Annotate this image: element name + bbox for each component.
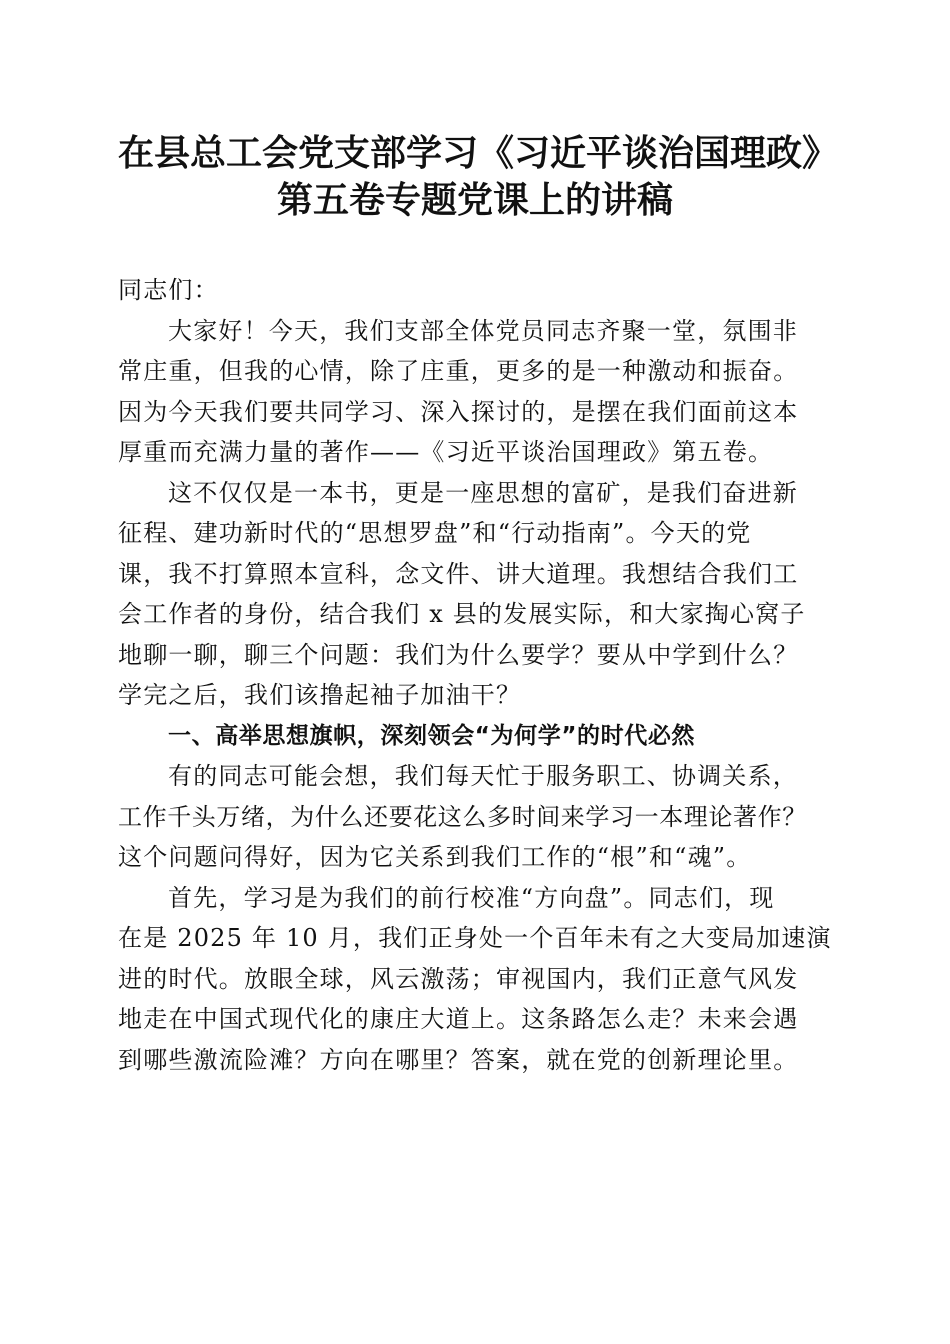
paragraph-1 <box>118 311 832 473</box>
paragraph-4-line: 进的时代。放眼全球，风云激荡；审视国内，我们正意气风发 <box>118 964 799 993</box>
document-body <box>118 270 832 1080</box>
paragraph-2-line: 这不仅仅是一本书，更是一座思想的富矿，是我们奋进新 <box>168 478 798 507</box>
document-page <box>118 130 839 1080</box>
paragraph-1-line: 因为今天我们要共同学习、深入探讨的，是摆在我们面前这本 <box>118 397 799 426</box>
paragraph-2-line: 地聊一聊，聊三个问题：我们为什么要学？要从中学到什么？ <box>118 640 799 669</box>
paragraph-2-line: 征程、建功新时代的“思想罗盘”和“行动指南”。今天的党 <box>118 519 752 547</box>
paragraph-3 <box>118 756 832 878</box>
paragraph-3-line: 有的同志可能会想，我们每天忙于服务职工、协调关系， <box>168 762 798 790</box>
paragraph-2-line: 会工作者的身份，结合我们 x 县的发展实际，和大家掏心窝子 <box>118 600 806 628</box>
section-heading-1: 一、高举思想旗帜，深刻领会“为何学”的时代必然 <box>168 722 696 749</box>
paragraph-4-line: 到哪些激流险滩？方向在哪里？答案，就在党的创新理论里。 <box>118 1045 799 1074</box>
paragraph-4-line: 地走在中国式现代化的康庄大道上。这条路怎么走？未来会遇 <box>118 1005 799 1033</box>
paragraph-1-line: 厚重而充满力量的著作——《习近平谈治国理政》第五卷。 <box>118 438 774 466</box>
salutation: 同志们： <box>118 276 219 304</box>
paragraph-4-line: 首先，学习是为我们的前行校准“方向盘”。同志们，现 <box>168 883 775 912</box>
paragraph-2-line: 学完之后，我们该撸起袖子加油干？ <box>118 681 522 709</box>
document-title <box>118 130 839 224</box>
paragraph-3-line: 这个问题问得好，因为它关系到我们工作的“根”和“魂”。 <box>118 843 752 871</box>
paragraph-4-line: 在是 2025 年 10 月，我们正身处一个百年未有之大变局加速演 <box>118 924 832 952</box>
paragraph-4 <box>118 878 832 1081</box>
paragraph-1-line: 大家好！今天，我们支部全体党员同志齐聚一堂，氛围非 <box>168 316 798 345</box>
title-line-1: 在县总工会党支部学习《习近平谈治国理政》 <box>118 132 839 174</box>
title-line-2: 第五卷专题党课上的讲稿 <box>276 179 673 221</box>
paragraph-2-line: 课，我不打算照本宣科，念文件、讲大道理。我想结合我们工 <box>118 559 799 588</box>
paragraph-1-line: 常庄重，但我的心情，除了庄重，更多的是一种激动和振奋。 <box>118 357 799 385</box>
paragraph-2 <box>118 473 832 716</box>
paragraph-3-line: 工作千头万绪，为什么还要花这么多时间来学习一本理论著作？ <box>118 802 807 831</box>
